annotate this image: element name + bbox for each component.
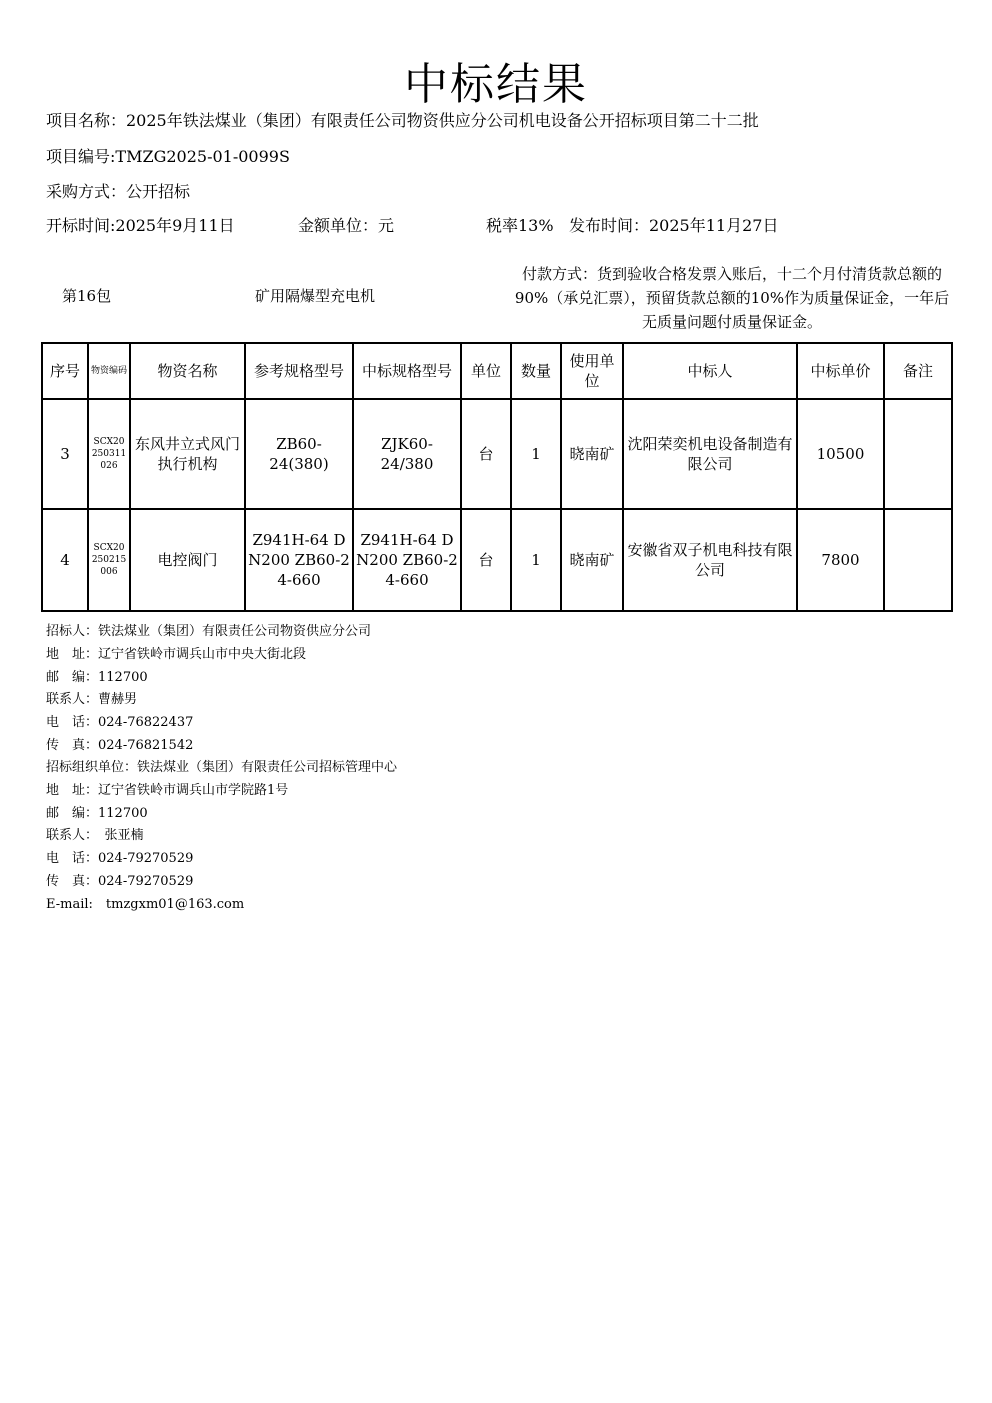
cell-ref-spec: ZB60-24(380) bbox=[245, 399, 353, 509]
tenderer-contact: 联系人：曹赫男 bbox=[46, 692, 138, 707]
cell-price: 7800 bbox=[797, 509, 884, 611]
agency-email: E-mail: tmzgxm01@163.com bbox=[46, 897, 245, 912]
col-header-note: 备注 bbox=[884, 343, 952, 399]
cell-code: SCX20250311026 bbox=[88, 399, 130, 509]
cell-unit: 台 bbox=[461, 399, 511, 509]
cell-qty: 1 bbox=[511, 399, 561, 509]
open-time: 开标时间:2025年9月11日 bbox=[46, 216, 235, 235]
cell-win-spec: Z941H-64 DN200 ZB60-24-660 bbox=[353, 509, 461, 611]
col-header-win-spec: 中标规格型号 bbox=[353, 343, 461, 399]
cell-code: SCX20250215006 bbox=[88, 509, 130, 611]
agency-contact: 联系人： 张亚楠 bbox=[46, 828, 144, 843]
col-header-ref-spec: 参考规格型号 bbox=[245, 343, 353, 399]
col-header-name: 物资名称 bbox=[130, 343, 245, 399]
tenderer-address: 地 址：辽宁省铁岭市调兵山市中央大街北段 bbox=[46, 647, 307, 662]
package-number: 第16包 bbox=[62, 287, 112, 305]
project-name: 项目名称：2025年铁法煤业（集团）有限责任公司物资供应分公司机电设备公开招标项目第二十二批 bbox=[46, 111, 759, 130]
procurement-method: 采购方式：公开招标 bbox=[46, 182, 191, 201]
col-header-price: 中标单价 bbox=[797, 343, 884, 399]
cell-user: 晓南矿 bbox=[561, 399, 623, 509]
cell-note bbox=[884, 399, 952, 509]
cell-price: 10500 bbox=[797, 399, 884, 509]
cell-seq: 4 bbox=[42, 509, 88, 611]
page-title: 中标结果 bbox=[404, 59, 588, 110]
table-header-row bbox=[42, 343, 952, 399]
cell-winner: 安徽省双子机电科技有限公司 bbox=[623, 509, 797, 611]
tenderer-fax: 传 真：024-76821542 bbox=[46, 738, 194, 753]
agency-fax: 传 真：024-79270529 bbox=[46, 874, 194, 889]
col-header-seq: 序号 bbox=[42, 343, 88, 399]
currency-unit: 金额单位：元 bbox=[298, 216, 395, 235]
cell-unit: 台 bbox=[461, 509, 511, 611]
cell-note bbox=[884, 509, 952, 611]
tax-rate: 税率13% bbox=[486, 216, 554, 235]
cell-name: 电控阀门 bbox=[130, 509, 245, 611]
project-code: 项目编号:TMZG2025-01-0099S bbox=[46, 147, 290, 166]
agency-name: 招标组织单位：铁法煤业（集团）有限责任公司招标管理中心 bbox=[46, 760, 398, 775]
cell-winner: 沈阳荣奕机电设备制造有限公司 bbox=[623, 399, 797, 509]
col-header-user: 使用单位 bbox=[561, 343, 623, 399]
col-header-winner: 中标人 bbox=[623, 343, 797, 399]
tenderer-phone: 电 话：024-76822437 bbox=[46, 715, 194, 730]
tenderer-postcode: 邮 编：112700 bbox=[46, 670, 148, 685]
tenderer-name: 招标人：铁法煤业（集团）有限责任公司物资供应分公司 bbox=[46, 624, 372, 639]
results-table bbox=[41, 342, 953, 612]
package-name: 矿用隔爆型充电机 bbox=[255, 287, 376, 305]
col-header-qty: 数量 bbox=[511, 343, 561, 399]
cell-name: 东风井立式风门执行机构 bbox=[130, 399, 245, 509]
agency-address: 地 址：辽宁省铁岭市调兵山市学院路1号 bbox=[46, 783, 289, 798]
cell-ref-spec: Z941H-64 DN200 ZB60-24-660 bbox=[245, 509, 353, 611]
table-row bbox=[42, 399, 952, 509]
cell-seq: 3 bbox=[42, 399, 88, 509]
cell-win-spec: ZJK60-24/380 bbox=[353, 399, 461, 509]
payment-terms: 付款方式：货到验收合格发票入账后，十二个月付清货款总额的90%（承兑汇票），预留货款总额的10%作为质量保证金，一年后无质量问题付质量保证金。 bbox=[514, 265, 950, 331]
col-header-unit: 单位 bbox=[461, 343, 511, 399]
agency-postcode: 邮 编：112700 bbox=[46, 806, 148, 821]
agency-phone: 电 话：024-79270529 bbox=[46, 851, 194, 866]
cell-qty: 1 bbox=[511, 509, 561, 611]
col-header-code: 物资编码 bbox=[88, 343, 130, 399]
table-row bbox=[42, 509, 952, 611]
cell-user: 晓南矿 bbox=[561, 509, 623, 611]
publish-time: 发布时间：2025年11月27日 bbox=[569, 216, 779, 235]
